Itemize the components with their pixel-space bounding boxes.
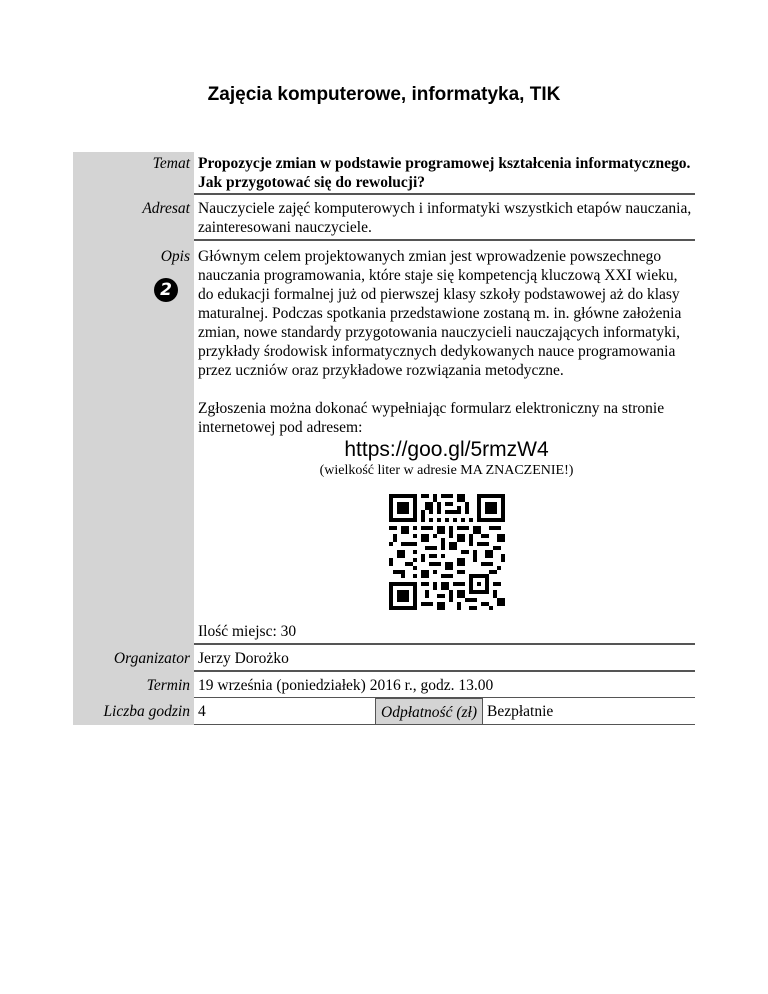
- topic-row: [73, 152, 695, 195]
- url-note: (wielkość liter w adresie MA ZNACZENIE!): [319, 463, 574, 478]
- topic-label: Temat: [73, 152, 194, 195]
- hours-label: Liczba godzin: [73, 698, 194, 725]
- organizer-value: Jerzy Dorożko: [194, 645, 695, 672]
- organizer-row: [73, 645, 695, 672]
- signup-text: Zgłoszenia można dokonać wypełniając formularz elektroniczny na stronie internetowej pod adresem:: [198, 400, 665, 436]
- topic-value: Propozycje zmian w podstawie programowej kształcenia informatycznego. Jak przygotować się do rewolucji?: [194, 152, 695, 195]
- hours-fee-cell: [194, 698, 695, 725]
- fee-label: Odpłatność (zł): [375, 698, 483, 724]
- description-label: Opis: [160, 248, 190, 265]
- hours-value: 4: [198, 703, 206, 720]
- term-value: 19 września (poniedziałek) 2016 r., godz. 13.00: [194, 672, 695, 698]
- description-label-cell: [73, 241, 194, 645]
- course-sheet: [73, 152, 695, 725]
- seats-count: Ilość miejsc: 30: [198, 623, 297, 640]
- organizer-label: Organizator: [73, 645, 194, 672]
- hours-row: [73, 698, 695, 725]
- description-cell: [194, 241, 695, 645]
- address-row: [73, 195, 695, 241]
- address-label: Adresat: [73, 195, 194, 241]
- page-title: Zajęcia komputerowe, informatyka, TIK: [207, 84, 561, 105]
- fee-value: Bezpłatnie: [487, 703, 554, 720]
- signup-url-link[interactable]: https://goo.gl/5rmzW4: [344, 438, 549, 461]
- term-label: Termin: [73, 672, 194, 698]
- qr-code-image: [389, 494, 505, 610]
- number-two-badge-icon: 2: [154, 278, 178, 302]
- address-value: Nauczyciele zajęć komputerowych i informatyki wszystkich etapów nauczania, zainteresowani nauczyciele.: [194, 195, 695, 241]
- description-row: [73, 241, 695, 645]
- term-row: [73, 672, 695, 698]
- description-text: Głównym celem projektowanych zmian jest wprowadzenie powszechnego nauczania programowania, które staje się kompetencją kluczową XXI wieku, do edukacji formalnej już od pierwszej klasy szkoły podstawowej aż do klasy maturalnej. Podczas spotkania przedstawione zostaną m. in. główne założenia zmian, nowe standardy przygotowania nauczycieli nauczających informatyki, przykłady środowisk informatycznych dedykowanych nauce programowania przez uczniów oraz przykładowe rozwiązania metodyczne.: [198, 248, 682, 379]
